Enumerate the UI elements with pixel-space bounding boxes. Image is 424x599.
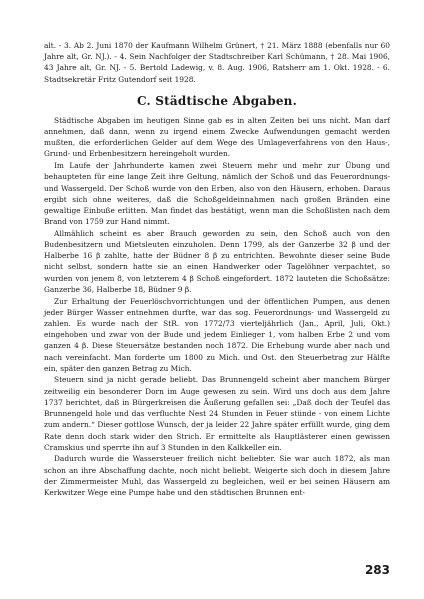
paragraph-4: Zur Erhaltung der Feuerlöschvorrichtungen und der öffentlichen Pumpen, aus denen jeder Bürger Wasser entnehmen durfte, war das sog. Feuerordnungs- und Wassergeld zu zahlen. Es wurde nach der StR. von 1772/73 vierteljährlich (Jan., April, Juli, Okt.) eingehoben und zwar von der Bude und jedem Einlieger 1, vom halben Erbe 2 und vom ganzen 4 β. Diese Steuersätze bestanden noch 1872. Die Erhebung wurde aber nach und nach vereinfacht. Man forderte um 1800 zu Mich. und Ost. den Steuerbetrag zur Hälfte ein, später den ganzen Betrag zu Mich.	[44, 296, 390, 373]
paragraph-5: Steuern sind ja nicht gerade beliebt. Das Brunnengeld scheint aber manchem Bürger zeitweilig ein besonderer Dorn im Auge gewesen zu sein. Wird uns doch aus dem Jahre 1737 berichtet, daß in Bürgerkreisen die Äußerung gefallen sei: „Daß doch der Teufel das Brunnengeld hole und das verfluchte Nest 24 Stunden in Feuer stünde - von einem Lichte zum andern.“ Dieser gottlose Wunsch, der ja leider 22 Jahre später erfüllt wurde, ging dem Rate denn doch stark wider den Strich. Er ermittelte als Hauptlästerer einen gewissen Cramskius und sperrte ihn auf 3 Stunden in den Kalkkeller ein.	[44, 375, 390, 452]
paragraph-2: Im Laufe der Jahrhunderte kamen zwei Steuern mehr und mehr zur Übung und behaupteten für eine lange Zeit ihre Geltung, nämlich der Schoß und das Feuerordnungs- und Wassergeld. Der Schoß wurde von den Erben, also von den Häusern, erhoben. Daraus ergibt sich ohne weiteres, daß die Schoßgeldeinnahmen nach großen Bränden eine gewaltige Einbuße erlitten. Man findet das bestätigt, wenn man die Schoßlisten nach dem Brand von 1759 zur Hand nimmt.	[44, 161, 390, 227]
intro-paragraph: alt. - 3. Ab 2. Juni 1870 der Kaufmann Wilhelm Grünert, † 21. März 1888 (ebenfalls nur 60 Jahre alt, Gr. NJ.). - 4. Sein Nachfolger der Stadtschreiber Karl Schümann, † 28. Mai 1906, 43 Jahre alt, Gr. NJ. - 5. Bertold Ladewig, v. 8. Aug. 1906, Ratsherr am 1. Okt. 1928. - 6. Stadtsekretär Fritz Gutendorf seit 1928.	[44, 41, 390, 84]
paragraph-1: Städtische Abgaben im heutigen Sinne gab es in alten Zeiten bei uns nicht. Man darf annehmen, daß dann, wenn zu irgend einem Zwecke Aufwendungen gemacht werden mußten, die erforderlichen Gelder auf dem Wege des Umlageverfahrens von den Haus-, Grund- und Erbenbesitzern hereingeholt wurden.	[44, 115, 390, 159]
section-title: C. Städtische Abgaben.	[137, 93, 297, 108]
paragraph-3: Allmählich scheint es aber Brauch geworden zu sein, den Schoß auch von den Budenbesitzern und Mietsleuten einzuholen. Denn 1799, als der Ganzerbe 32 β und der Halberbe 16 β zahlte, hatte der Büdner 8 β zu entrichten. Bewohnte dieser seine Bude nicht selbst, sondern hatte sie an einen Handwerker oder Tagelöhner verpachtet, so wurden von jenem 8, von letzterem 4 β Schoß eingefordert. 1872 lauteten die Schoßsätze: Ganzerbe 36, Halberbe 18, Büdner 9 β.	[44, 228, 390, 294]
page-number: 283	[364, 563, 390, 577]
paragraph-6: Dadurch wurde die Wassersteuer freilich nicht beliebter. Sie war auch 1872, als man schon an ihre Abschaffung dachte, noch nicht beliebt. Weigerte sich doch in diesem Jahre der Zimmermeister Muhl, das Wassergeld zu begleichen, weil er bei seinen Häusern am Kerkwitzer Wege eine Pumpe habe und den städtischen Brunnen ent-	[44, 454, 390, 498]
